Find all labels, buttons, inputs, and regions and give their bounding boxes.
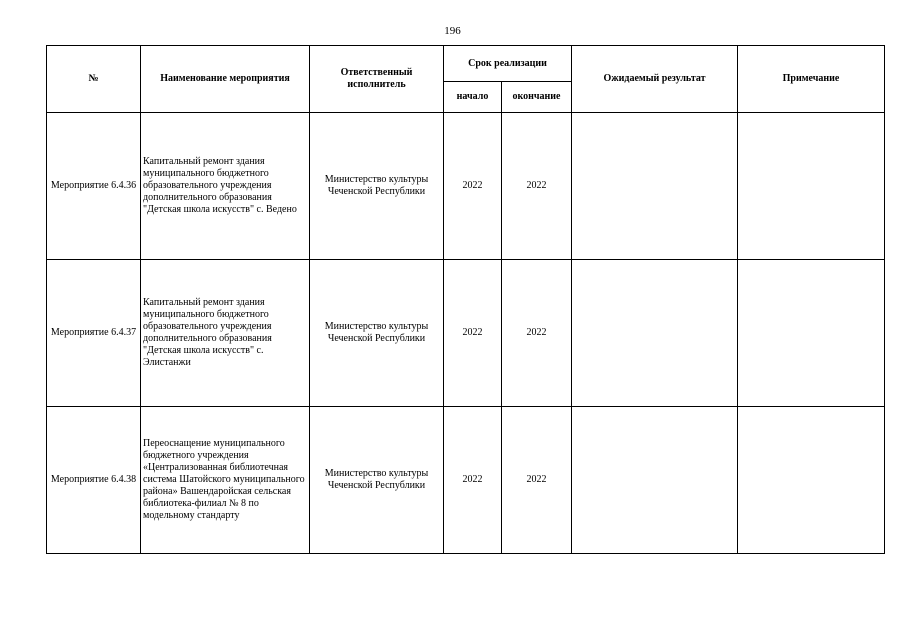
- event-name: Переоснащение муниципального бюджетного учреждения «Централизованная библиотечная система Шатойского муниципального района» Вашендаройская сельская библиотека-филиал № 8 по модельному стандарту: [141, 407, 310, 554]
- header-number: №: [47, 46, 141, 113]
- header-period: Срок реализации: [444, 46, 572, 82]
- event-note: [738, 260, 885, 407]
- table-row: [47, 113, 885, 260]
- event-end: 2022: [502, 407, 572, 554]
- header-event-name: Наименование мероприятия: [141, 46, 310, 113]
- table-row: [47, 260, 885, 407]
- event-name: Капитальный ремонт здания муниципального бюджетного образовательного учреждения дополнительного образования "Детская школа искусств" с. Элистанжи: [141, 260, 310, 407]
- event-start: 2022: [444, 260, 502, 407]
- header-start: начало: [444, 82, 502, 113]
- event-start: 2022: [444, 113, 502, 260]
- page-number: 196: [444, 25, 461, 37]
- event-start: 2022: [444, 407, 502, 554]
- event-note: [738, 113, 885, 260]
- event-id: Мероприятие 6.4.38: [47, 407, 141, 554]
- event-id: Мероприятие 6.4.37: [47, 260, 141, 407]
- event-end: 2022: [502, 113, 572, 260]
- event-result: [572, 260, 738, 407]
- header-expected-result: Ожидаемый результат: [572, 46, 738, 113]
- events-table: [46, 45, 885, 554]
- event-result: [572, 407, 738, 554]
- header-end: окончание: [502, 82, 572, 113]
- event-id: Мероприятие 6.4.36: [47, 113, 141, 260]
- event-result: [572, 113, 738, 260]
- header-row: [47, 46, 885, 82]
- event-end: 2022: [502, 260, 572, 407]
- header-note: Примечание: [738, 46, 885, 113]
- event-name: Капитальный ремонт здания муниципального бюджетного образовательного учреждения дополнительного образования "Детская школа искусств" с. Ведено: [141, 113, 310, 260]
- event-responsible: Министерство культуры Чеченской Республики: [310, 260, 444, 407]
- event-responsible: Министерство культуры Чеченской Республики: [310, 407, 444, 554]
- event-responsible: Министерство культуры Чеченской Республики: [310, 113, 444, 260]
- table-row: [47, 407, 885, 554]
- header-responsible: Ответственный исполнитель: [310, 46, 444, 113]
- event-note: [738, 407, 885, 554]
